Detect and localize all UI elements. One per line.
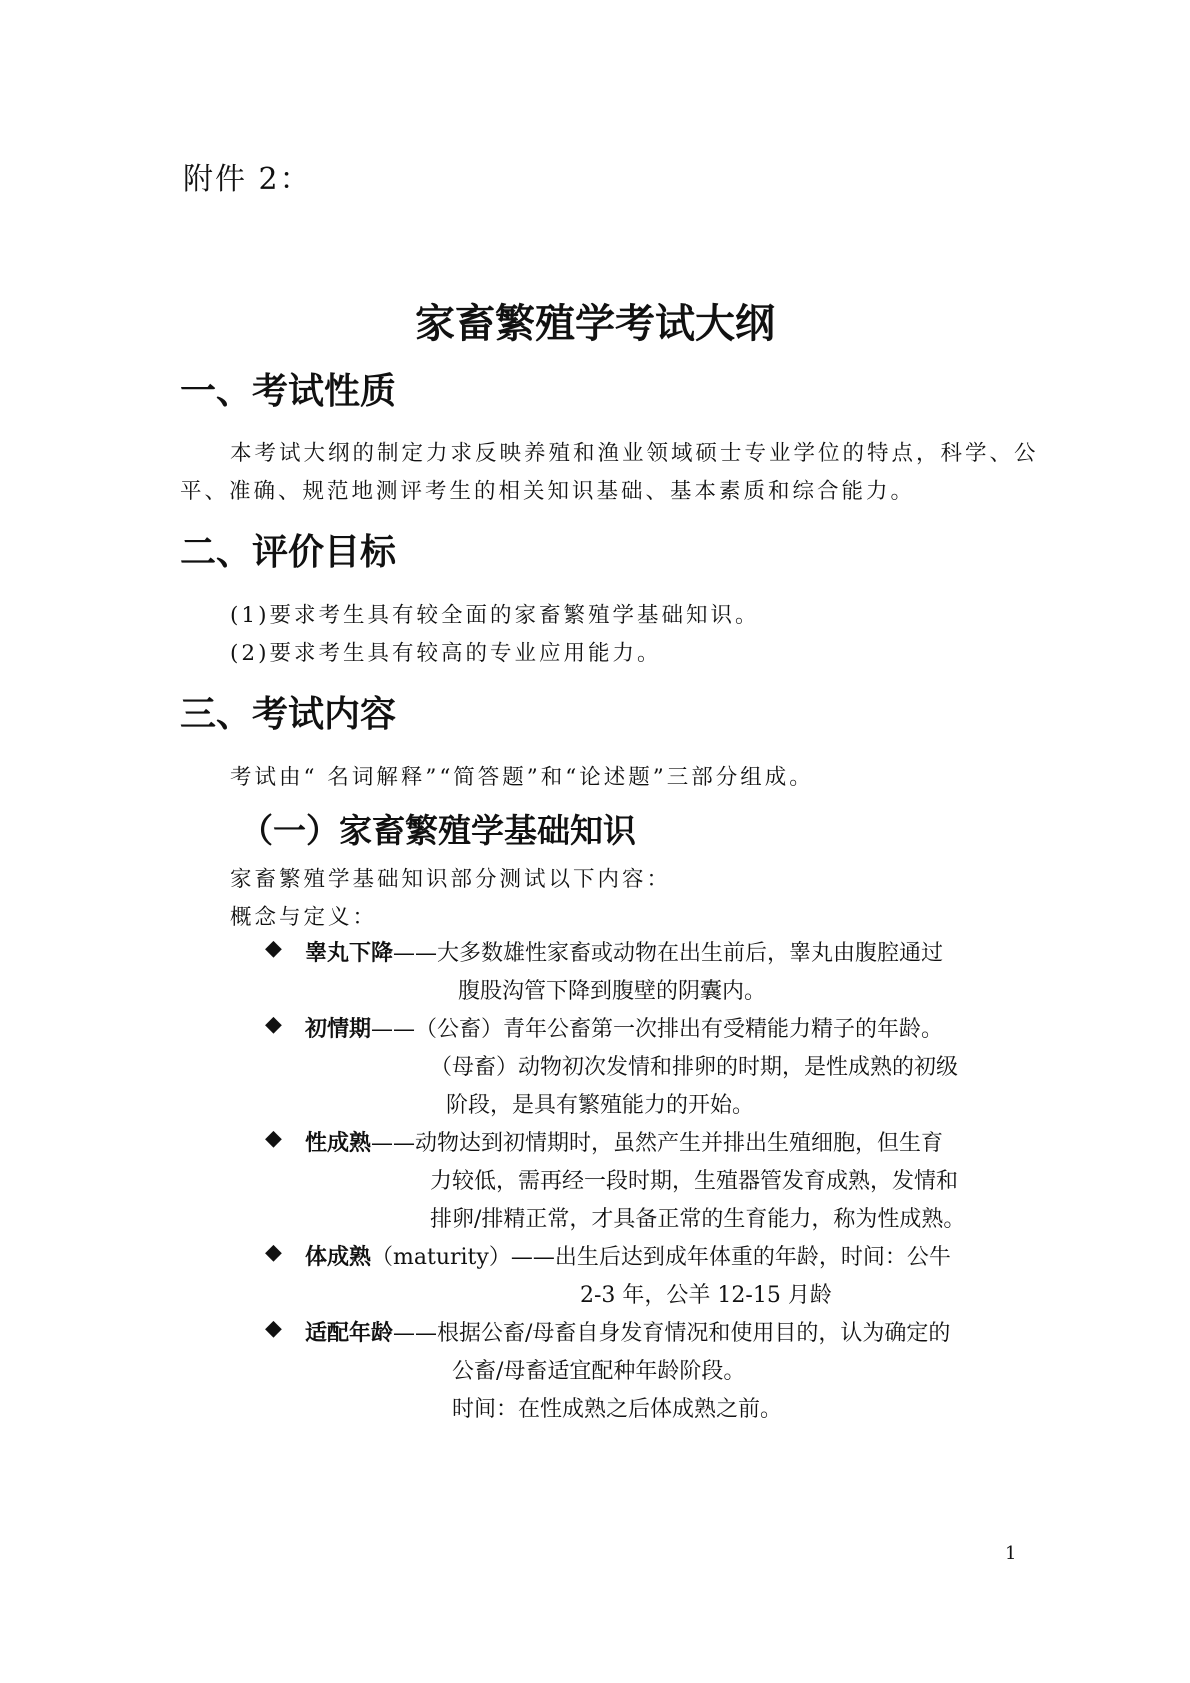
definition-continuation: （母畜）动物初次发情和排卵的时期，是性成熟的初级 bbox=[430, 1055, 959, 1080]
definition-continuation: 腹股沟管下降到腹壁的阴囊内。 bbox=[458, 979, 767, 1004]
bullet-diamond-icon: ◆ bbox=[265, 1126, 282, 1151]
subsection-heading: （一）家畜繁殖学基础知识 bbox=[240, 811, 636, 850]
definition-item bbox=[305, 1316, 950, 1347]
page-number: 1 bbox=[1005, 1543, 1017, 1564]
section-heading-goals: 二、评价目标 bbox=[180, 532, 397, 573]
goal-item: (2)要求考生具有较高的专业应用能力。 bbox=[230, 641, 662, 666]
bullet-diamond-icon: ◆ bbox=[265, 1240, 282, 1265]
definition-text: ——大多数雄性家畜或动物在出生前后，睾丸由腹腔通过 bbox=[393, 941, 944, 966]
goal-item: (1)要求考生具有较全面的家畜繁殖学基础知识。 bbox=[230, 603, 760, 628]
definition-item bbox=[305, 1012, 943, 1043]
definition-continuation: 阶段，是具有繁殖能力的开始。 bbox=[446, 1093, 755, 1118]
definition-continuation: 排卵/排精正常，才具备正常的生育能力，称为性成熟。 bbox=[430, 1207, 966, 1232]
attachment-label: 附件 2： bbox=[183, 162, 312, 197]
bullet-diamond-icon: ◆ bbox=[265, 1012, 282, 1037]
definition-text: （maturity）——出生后达到成年体重的年龄，时间：公牛 bbox=[371, 1245, 951, 1270]
section-heading-nature: 一、考试性质 bbox=[180, 371, 397, 412]
definition-term: 睾丸下降 bbox=[305, 941, 394, 966]
subsection-intro: 家畜繁殖学基础知识部分测试以下内容： bbox=[230, 867, 672, 892]
definition-continuation: 时间：在性成熟之后体成熟之前。 bbox=[452, 1397, 783, 1422]
definition-text: ——根据公畜/母畜自身发育情况和使用目的，认为确定的 bbox=[393, 1321, 951, 1346]
definition-text: ——动物达到初情期时，虽然产生并排出生殖细胞，但生育 bbox=[371, 1131, 944, 1156]
definition-term: 性成熟 bbox=[305, 1131, 372, 1156]
definition-continuation: 2-3 年，公羊 12-15 月龄 bbox=[580, 1283, 832, 1308]
definition-term: 适配年龄 bbox=[305, 1321, 394, 1346]
content-intro: 考试由“ 名词解释”“简答题”和“论述题”三部分组成。 bbox=[230, 765, 814, 790]
definition-item bbox=[305, 1240, 951, 1271]
section-paragraph-line: 平、准确、规范地测评考生的相关知识基础、基本素质和综合能力。 bbox=[180, 479, 916, 504]
definition-term: 体成熟 bbox=[305, 1245, 372, 1270]
bullet-diamond-icon: ◆ bbox=[265, 1316, 282, 1341]
definition-continuation: 力较低，需再经一段时期，生殖器管发育成熟，发情和 bbox=[430, 1169, 959, 1194]
document-title: 家畜繁殖学考试大纲 bbox=[415, 301, 775, 347]
definition-term: 初情期 bbox=[305, 1017, 372, 1042]
definition-item bbox=[305, 936, 943, 967]
bullet-diamond-icon: ◆ bbox=[265, 936, 282, 961]
definition-continuation: 公畜/母畜适宜配种年龄阶段。 bbox=[452, 1359, 746, 1384]
section-paragraph-line: 本考试大纲的制定力求反映养殖和渔业领域硕士专业学位的特点，科学、公 bbox=[230, 441, 1039, 466]
definition-text: ——（公畜）青年公畜第一次排出有受精能力精子的年龄。 bbox=[371, 1017, 944, 1042]
concepts-label: 概念与定义： bbox=[230, 905, 378, 930]
section-heading-content: 三、考试内容 bbox=[180, 694, 397, 735]
definition-item bbox=[305, 1126, 943, 1157]
